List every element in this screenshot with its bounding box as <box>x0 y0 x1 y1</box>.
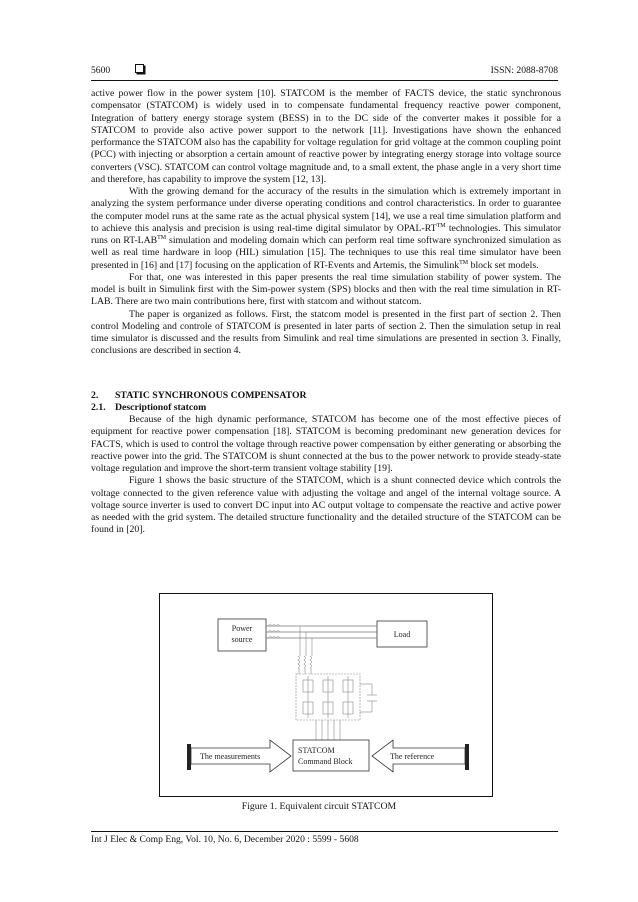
figure-caption: Figure 1. Equivalent circuit STATCOM <box>241 801 397 812</box>
measurements-bar <box>187 744 191 770</box>
paragraph-2 <box>91 186 561 272</box>
voltage-source-converter <box>296 674 377 720</box>
statcom-label-1: STATCOM <box>298 746 335 755</box>
load-label: Load <box>393 630 411 639</box>
article-body <box>91 88 561 537</box>
measurements-arrow <box>187 740 291 772</box>
subsection-title: Descriptionof statcom <box>115 401 207 413</box>
measurements-label: The measurements <box>200 752 261 761</box>
section-number: 2. <box>91 389 99 401</box>
page-number: 5600 <box>91 65 111 76</box>
gate-signal-lines <box>316 720 340 740</box>
three-phase-bus <box>266 626 377 638</box>
paragraph-2-part-c: simulation and modeling domain which can perform real time software synchronized simulation as well as real time hardware in loop (HIL) simulation [15]. The techniques to use this real time simulator have been presented in [16] and [17] focusing on the application of RT-Events and Artemis, the Simulink <box>91 235 561 271</box>
paragraph-5: Because of the high dynamic performance, STATCOM has become one of the most effective pieces of equipment for reactive power compensation [18]. STATCOM is becoming predominant new generation devices for FACTS, which is used to control the voltage through reactive power compensation by either generating or absorbing the reactive power into the grid. The STATCOM is shunt connected at the bus to the power network to provide steady-state voltage regulation and improve the short-term transient voltage stability [19]. <box>91 414 561 474</box>
page-header <box>91 64 558 78</box>
section-heading <box>91 390 561 402</box>
header-left <box>91 64 144 78</box>
trademark-sup: TM <box>436 222 446 229</box>
source-inductors <box>268 625 280 639</box>
reference-label: The reference <box>390 752 435 761</box>
paragraph-4: The paper is organized as follows. First, the statcom model is presented in the first part of section 2. Then control Modeling and controle of STATCOM is presented in later parts of section 2. Then the simulation setup in real time simulator is discussed and the results from Simulink and real time simulations are presented in section 3. Finally, conclusions are described in section 4. <box>91 308 561 357</box>
paragraph-1: active power flow in the power system [10]. STATCOM is the member of FACTS device, the static synchronous compensator (STATCOM) is widely used in to compensate fundamental frequency reactive power component, Integration of battery energy storage system (BESS) in to the DC side of the converter makes it possible for a STATCOM to provide also active power support to the network [11]. Investigations have shown the enhanced performance the STATCOM also has the capability for voltage regulation for grid voltage at the common coupling point (PCC) with injecting or absorption a certain amount of reactive power by integrating energy storage into voltage source converters (VSC). STATCOM can control voltage magnitude and, to a small extent, the phase angle in a very short time and therefore, has capability to improve the system [12, 13]. <box>91 88 561 185</box>
paragraph-2-part-d: block set models. <box>468 259 539 271</box>
footer-divider <box>91 831 558 832</box>
paragraph-2-part-b: technologies. This simulator runs on RT-LAB <box>91 222 562 246</box>
paragraph-6: Figure 1 shows the basic structure of the STATCOM, which is a shunt connected device which controls the voltage connected to the given reference value with adjusting the voltage and angel of the internal voltage source. A voltage source inverter is used to convert DC input into AC output voltage to compensate the reactive and active power as needed with the grid system. The detailed structure functionality and the detailed structure of the STATCOM can be found in [20]. <box>91 475 561 536</box>
paragraph-2-part-a: With the growing demand for the accuracy of the results in the simulation which is extremely important in analyzing the system performance under diverse operating conditions and control characteristics. In order to guarantee the computer model runs at the same rate as the actual physical system [14], we use a real time simulation platform and to achieve this analysis and precision is using real-time digital simulator by OPAL-RT <box>91 186 561 234</box>
journal-issn: ISSN: 2088-8708 <box>490 65 558 76</box>
power-source-label-1: Power <box>231 624 253 633</box>
trademark-sup: TM <box>459 259 469 266</box>
square-icon <box>135 64 144 73</box>
reference-arrow <box>372 740 469 772</box>
circuit-diagram <box>160 594 492 796</box>
shunt-branch <box>298 626 312 674</box>
header-divider <box>91 80 558 81</box>
statcom-label-2: Command Block <box>298 757 353 766</box>
subsection-heading <box>91 402 561 414</box>
footer-citation: Int J Elec & Comp Eng, Vol. 10, No. 6, December 2020 : 5599 - 5608 <box>91 834 359 845</box>
subsection-number: 2.1. <box>91 401 106 413</box>
section-title: STATIC SYNCHRONOUS COMPENSATOR <box>115 389 307 401</box>
figure-statcom-circuit <box>159 593 493 797</box>
reference-bar <box>465 744 469 770</box>
paragraph-3: For that, one was interested in this paper presents the real time simulation stability of power system. The model is built in Simulink first with the Sim-power system (SPS) blocks and then with the real time simulation in RT-LAB. There are two main contributions here, first with statcom and without statcom. <box>91 271 561 308</box>
power-source-label-2: source <box>231 635 253 644</box>
statcom-command-block <box>293 740 369 771</box>
trademark-sup: TM <box>157 234 167 241</box>
